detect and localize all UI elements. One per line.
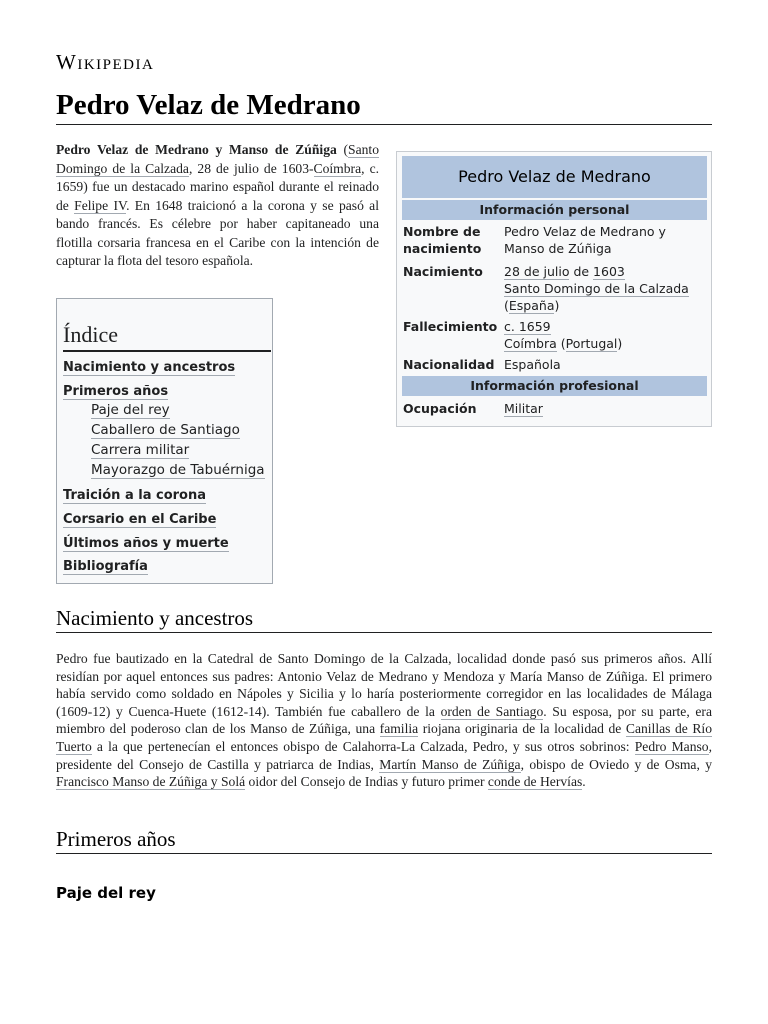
toc-item-caballero[interactable]: Caballero de Santiago: [91, 422, 240, 438]
infobox: [396, 151, 712, 427]
link-francisco-manso[interactable]: Francisco Manso de Zúñiga y Solá: [56, 774, 246, 790]
value-birth-name: Pedro Velaz de Medrano y Manso de Zúñiga: [504, 224, 666, 256]
link-pedro-manso[interactable]: Pedro Manso: [634, 738, 709, 754]
label-occupation: Ocupación: [403, 401, 477, 416]
label-birth: Nacimiento: [403, 264, 483, 279]
link-martin-manso[interactable]: Martín Manso de Zúñiga: [379, 756, 521, 772]
infobox-professional-header: Información profesional: [402, 376, 707, 396]
value-birth: 28 de julio de 1603 Santo Domingo de la Calzada (España): [504, 264, 689, 313]
link-king[interactable]: Felipe IV: [74, 197, 127, 213]
toc-item-paje[interactable]: Paje del rey: [91, 402, 170, 418]
label-death: Fallecimiento: [403, 319, 498, 334]
section-body-nacimiento: Pedro fue bautizado en la Catedral de Santo Domingo de la Calzada, localidad donde pasó sus primeros años. Allí residían por aquel entonces sus padres: Antonio Velaz de Medrano y Mendoza y María Manso de Zúñiga. El primero había servido como soldado en Nápoles y Sicilia y lo haría posteriormente corregidor en las localidades de Málaga (1609-12) y Cuenca-Huete (1612-14). También fue caballero de la orden de Santiago. Su esposa, por su parte, era miembro del poderoso clan de los Manso de Zúñiga, una familia riojana originaria de la localidad de Canillas de Río Tuerto a la que pertenecían el entonces obispo de Calahorra-La Calzada, Pedro, y sus otros sobrinos: Pedro Manso, presidente del Consejo de Castilla y patriarca de Indias, Martín Manso de Zúñiga, obispo de Oviedo y de Osma, y Francisco Manso de Zúñiga y Solá oidor del Consejo de Indias y futuro primer conde de Hervías.: [56, 651, 713, 790]
link-canillas[interactable]: Canillas de Río Tuerto: [56, 721, 712, 754]
link-death-place[interactable]: Coímbra: [504, 336, 557, 351]
toc-title: Índice: [63, 321, 271, 352]
page-title: Pedro Velaz de Medrano: [56, 86, 712, 125]
toc-item-nacimiento[interactable]: Nacimiento y ancestros: [63, 360, 236, 375]
subject-name: Pedro Velaz de Medrano y Manso de Zúñiga: [56, 142, 337, 157]
value-nationality: Española: [504, 357, 561, 372]
value-occupation: [504, 400, 704, 417]
lead-paragraph: Pedro Velaz de Medrano y Manso de Zúñiga (Santo Domingo de la Calzada, 28 de julio de 1603-Coímbra, c. 1659) fue un destacado marino español durante el reinado de Felipe IV. En 1648 traicionó a la corona y se pasó al bando francés. Es célebre por haber capitaneado una flotilla corsaria francesa en el Caribe con la intención de capturar la flota del tesoro española.: [56, 142, 379, 268]
toc-item-ultimos[interactable]: Últimos años y muerte: [63, 536, 229, 551]
link-birth-year[interactable]: 1603: [593, 264, 625, 279]
wikipedia-wordmark[interactable]: Wikipedia: [56, 50, 155, 74]
label-nationality: Nacionalidad: [403, 357, 495, 372]
link-death-country[interactable]: Portugal: [565, 336, 618, 351]
link-orden-santiago[interactable]: orden de Santiago: [440, 703, 544, 719]
toc-item-bibliografia[interactable]: Bibliografía: [63, 559, 148, 574]
toc-item-traicion[interactable]: Traición a la corona: [63, 488, 207, 503]
infobox-title: Pedro Velaz de Medrano: [402, 156, 707, 198]
link-death-date[interactable]: c. 1659: [504, 319, 551, 334]
toc-item-primeros-anos[interactable]: Primeros años: [63, 384, 169, 399]
link-familia[interactable]: familia: [379, 721, 419, 737]
link-birth-country[interactable]: España: [508, 298, 555, 313]
table-of-contents: [56, 298, 273, 584]
label-birth-name: Nombre de nacimiento: [403, 224, 482, 256]
link-birthplace[interactable]: Santo Domingo de la Calzada: [56, 142, 379, 176]
link-conde-hervias[interactable]: conde de Hervías: [487, 774, 583, 790]
value-death: c. 1659 Coímbra (Portugal): [504, 319, 623, 351]
section-heading-primeros-anos: Primeros años: [56, 825, 712, 854]
link-occupation[interactable]: Militar: [504, 401, 543, 416]
subsection-heading-paje: Paje del rey: [56, 884, 156, 902]
toc-item-mayorazgo[interactable]: Mayorazgo de Tabuérniga: [91, 462, 265, 478]
link-birth-date[interactable]: 28 de julio: [504, 264, 570, 279]
section-heading-nacimiento: Nacimiento y ancestros: [56, 604, 712, 633]
infobox-personal-header: Información personal: [402, 200, 707, 220]
toc-item-carrera[interactable]: Carrera militar: [91, 442, 190, 458]
toc-item-corsario[interactable]: Corsario en el Caribe: [63, 512, 217, 527]
link-deathplace[interactable]: Coímbra: [313, 160, 362, 176]
link-birth-place[interactable]: Santo Domingo de la Calzada: [504, 281, 689, 296]
